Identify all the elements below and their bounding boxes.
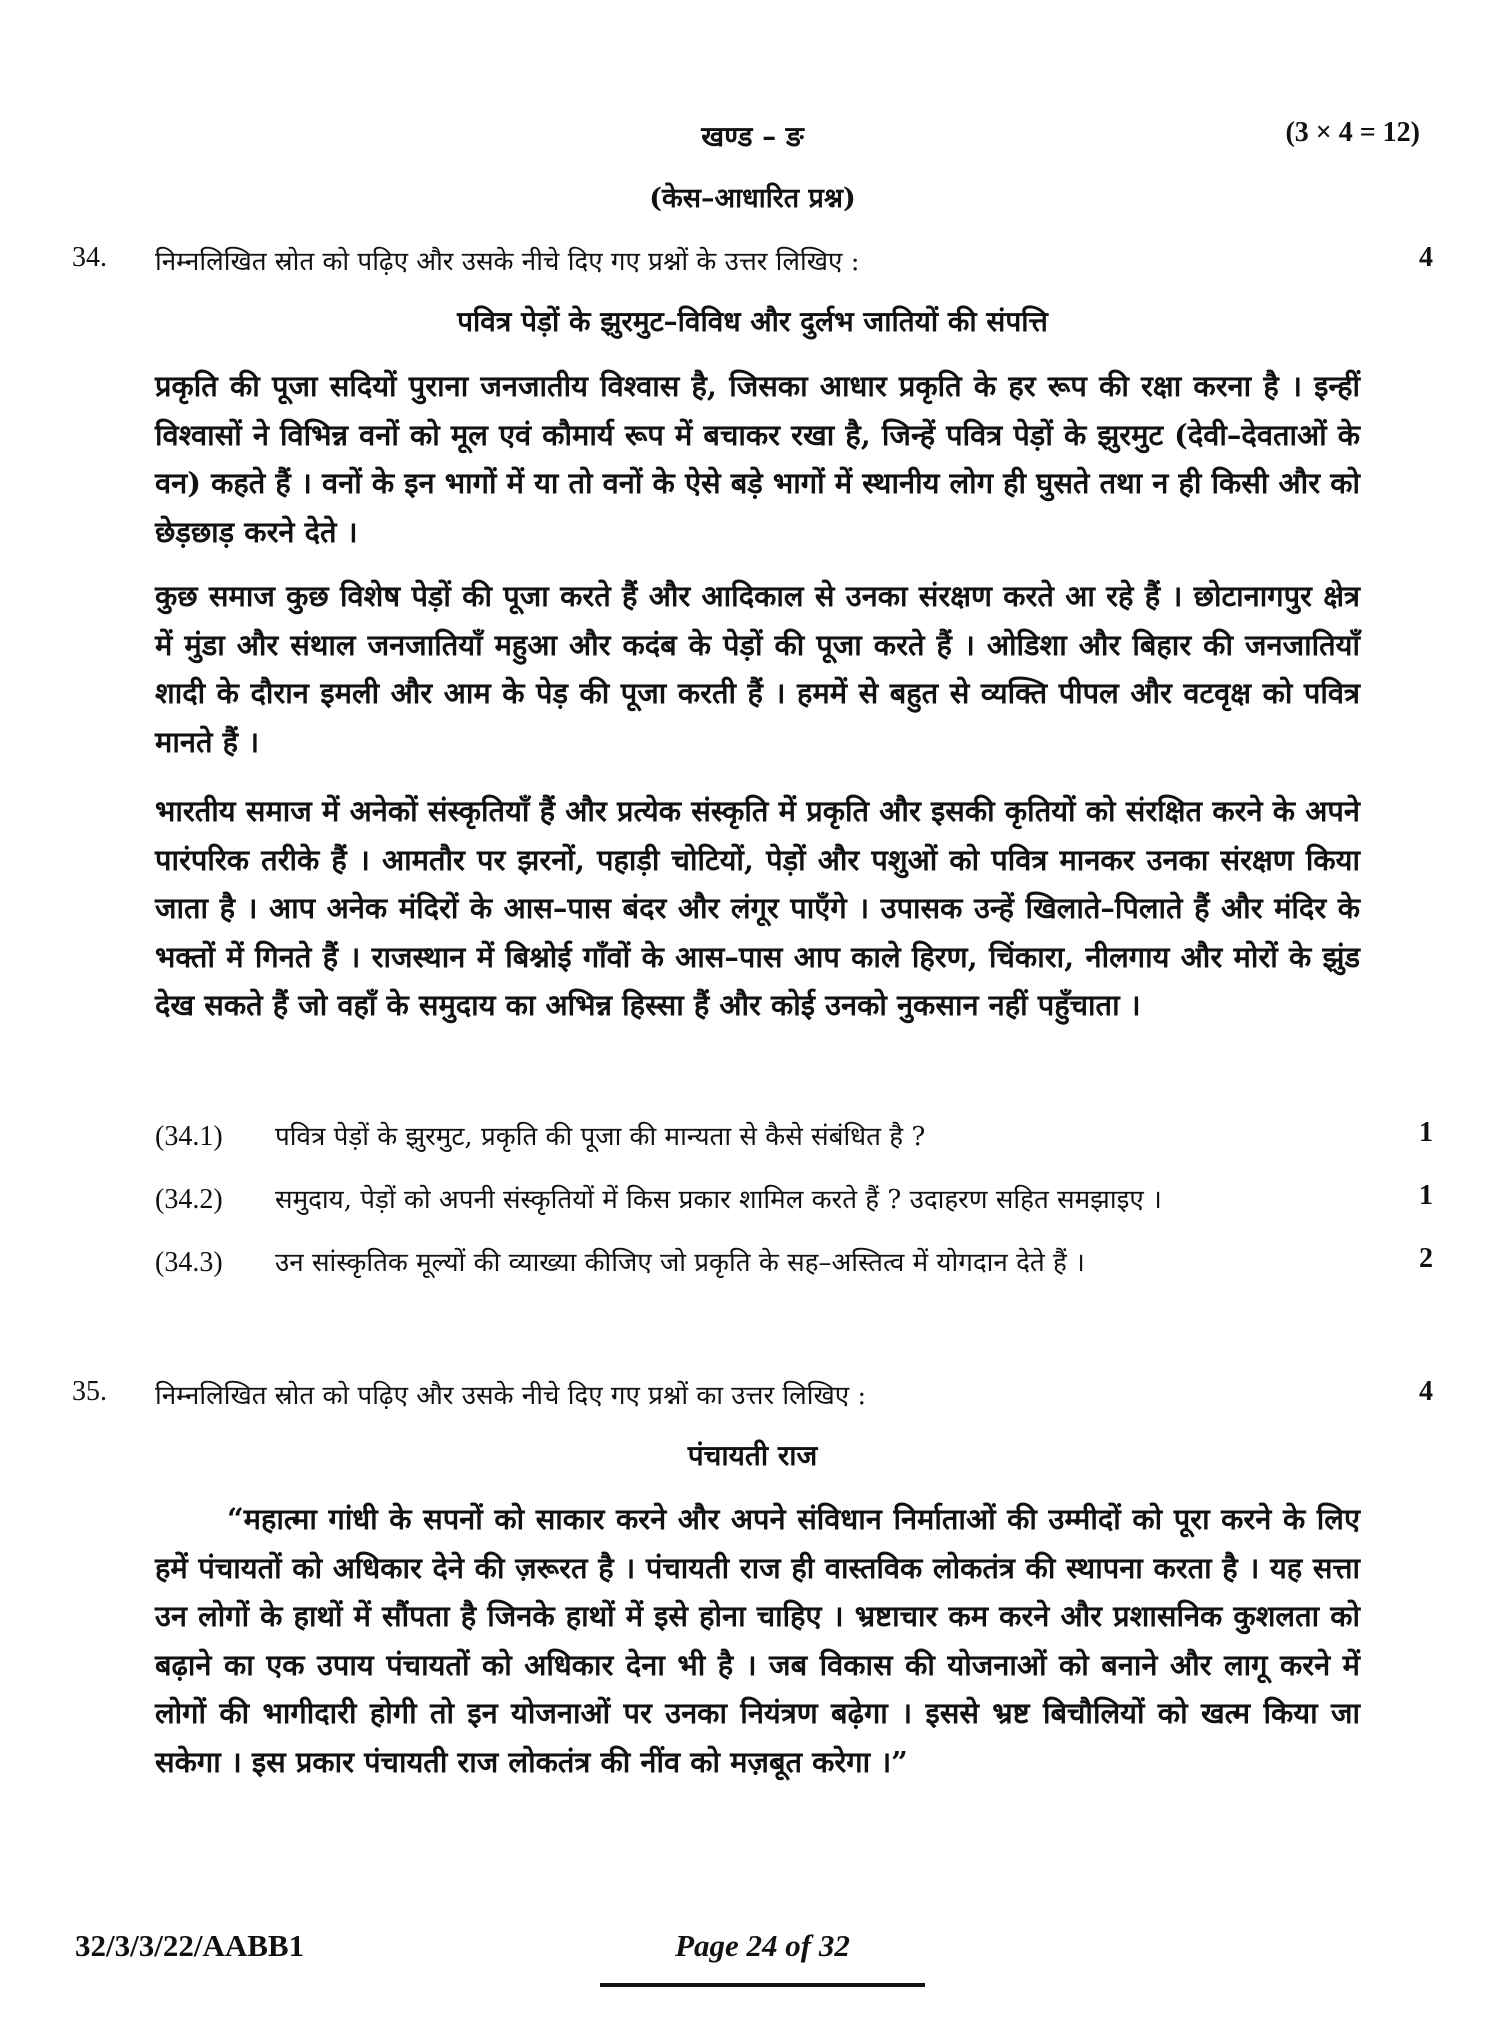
subquestion-number: (34.1) [155, 1121, 223, 1152]
question-marks: 4 [1419, 242, 1433, 273]
question-instruction: निम्नलिखित स्रोत को पढ़िए और उसके नीचे दिए गए प्रश्नों का उत्तर लिखिए : [155, 1381, 867, 1411]
question-number: 34. [72, 242, 107, 273]
section-marks-scheme: (3 × 4 = 12) [1285, 117, 1420, 148]
source-paragraph: भारतीय समाज में अनेकों संस्कृतियाँ हैं और प्रत्येक संस्कृति में प्रकृति और इसकी कृतियों को संरक्षित करने के अपने पारंपरिक तरीके हैं । आमतौर पर झरनों, पहाड़ी चोटियों, पेड़ों और पशुओं को पवित्र मानकर उनका संरक्षण किया जाता है । आप अनेक मंदिरों के आस–पास बंदर और लंगूर पाएँगे । उपासक उन्हें खिलाते–पिलाते हैं और मंदिर के भक्तों में गिनते हैं । राजस्थान में बिश्नोई गाँवों के आस–पास आप काले हिरण, चिंकारा, नीलगाय और मोरों के झुंड देख सकते हैं जो वहाँ के समुदाय का अभिन्न हिस्सा हैं और कोई उनको नुकसान नहीं पहुँचाता । [155, 794, 1360, 1022]
source-paragraph: कुछ समाज कुछ विशेष पेड़ों की पूजा करते हैं और आदिकाल से उनका संरक्षण करते आ रहे हैं । छोटानागपुर क्षेत्र में मुंडा और संथाल जनजातियाँ महुआ और कदंब के पेड़ों की पूजा करते हैं । ओडिशा और बिहार की जनजातियाँ शादी के दौरान इमली और आम के पेड़ की पूजा करती हैं । हममें से बहुत से व्यक्ति पीपल और वटवृक्ष को पवित्र मानते हैं । [155, 579, 1360, 759]
subquestion-number: (34.2) [155, 1184, 223, 1215]
subquestion-marks: 1 [1419, 1117, 1433, 1148]
subquestion-text: पवित्र पेड़ों के झुरमुट, प्रकृति की पूजा की मान्यता से कैसे संबंधित है ? [275, 1122, 926, 1152]
subquestion [155, 1180, 1162, 1216]
question-number: 35. [72, 1376, 107, 1407]
subquestion-marks: 1 [1419, 1180, 1433, 1211]
section-title: खण्ड – ङ [701, 120, 804, 153]
subquestion-text: उन सांस्कृतिक मूल्यों की व्याख्या कीजिए जो प्रकृति के सह–अस्तित्व में योगदान देते हैं । [275, 1248, 1085, 1278]
subquestion [155, 1117, 925, 1153]
source-title: पंचायती राज [687, 1439, 818, 1472]
page-number: Page 24 of 32 [675, 1928, 850, 1963]
subquestion-text: समुदाय, पेड़ों को अपनी संस्कृतियों में किस प्रकार शामिल करते हैं ? उदाहरण सहित समझाइए । [275, 1185, 1162, 1215]
subquestion-number: (34.3) [155, 1247, 223, 1278]
source-paragraph: प्रकृति की पूजा सदियों पुराना जनजातीय विश्वास है, जिसका आधार प्रकृति के हर रूप की रक्षा करना है । इन्हीं विश्वासों ने विभिन्न वनों को मूल एवं कौमार्य रूप में बचाकर रखा है, जिन्हें पवित्र पेड़ों के झुरमुट (देवी–देवताओं के वन) कहते हैं । वनों के इन भागों में या तो वनों के ऐसे बड़े भागों में स्थानीय लोग ही घुसते तथा न ही किसी और को छेड़छाड़ करने देते । [155, 369, 1360, 549]
source-paragraph: “महात्मा गांधी के सपनों को साकार करने और अपने संविधान निर्माताओं की उम्मीदों को पूरा करने के लिए हमें पंचायतों को अधिकार देने की ज़रूरत है । पंचायती राज ही वास्तविक लोकतंत्र की स्थापना करता है । यह सत्ता उन लोगों के हाथों में सौंपता है जिनके हाथों में इसे होना चाहिए । भ्रष्टाचार कम करने और प्रशासनिक कुशलता को बढ़ाने का एक उपाय पंचायतों को अधिकार देना भी है । जब विकास की योजनाओं को बनाने और लागू करने में लोगों की भागीदारी होगी तो इन योजनाओं पर उनका नियंत्रण बढ़ेगा । इससे भ्रष्ट बिचौलियों को खत्म किया जा सकेगा । इस प्रकार पंचायती राज लोकतंत्र की नींव को मज़बूत करेगा ।” [155, 1502, 1360, 1779]
paper-code: 32/3/3/22/AABB1 [75, 1928, 305, 1963]
subquestion [155, 1243, 1085, 1279]
page-number-underline [600, 1983, 925, 1987]
subquestion-marks: 2 [1419, 1243, 1433, 1274]
question-instruction: निम्नलिखित स्रोत को पढ़िए और उसके नीचे दिए गए प्रश्नों के उत्तर लिखिए : [155, 247, 860, 277]
section-subtitle: (केस–आधारित प्रश्न) [649, 183, 856, 214]
source-title: पवित्र पेड़ों के झुरमुट–विविध और दुर्लभ जातियों की संपत्ति [457, 305, 1048, 338]
question-marks: 4 [1419, 1376, 1433, 1407]
